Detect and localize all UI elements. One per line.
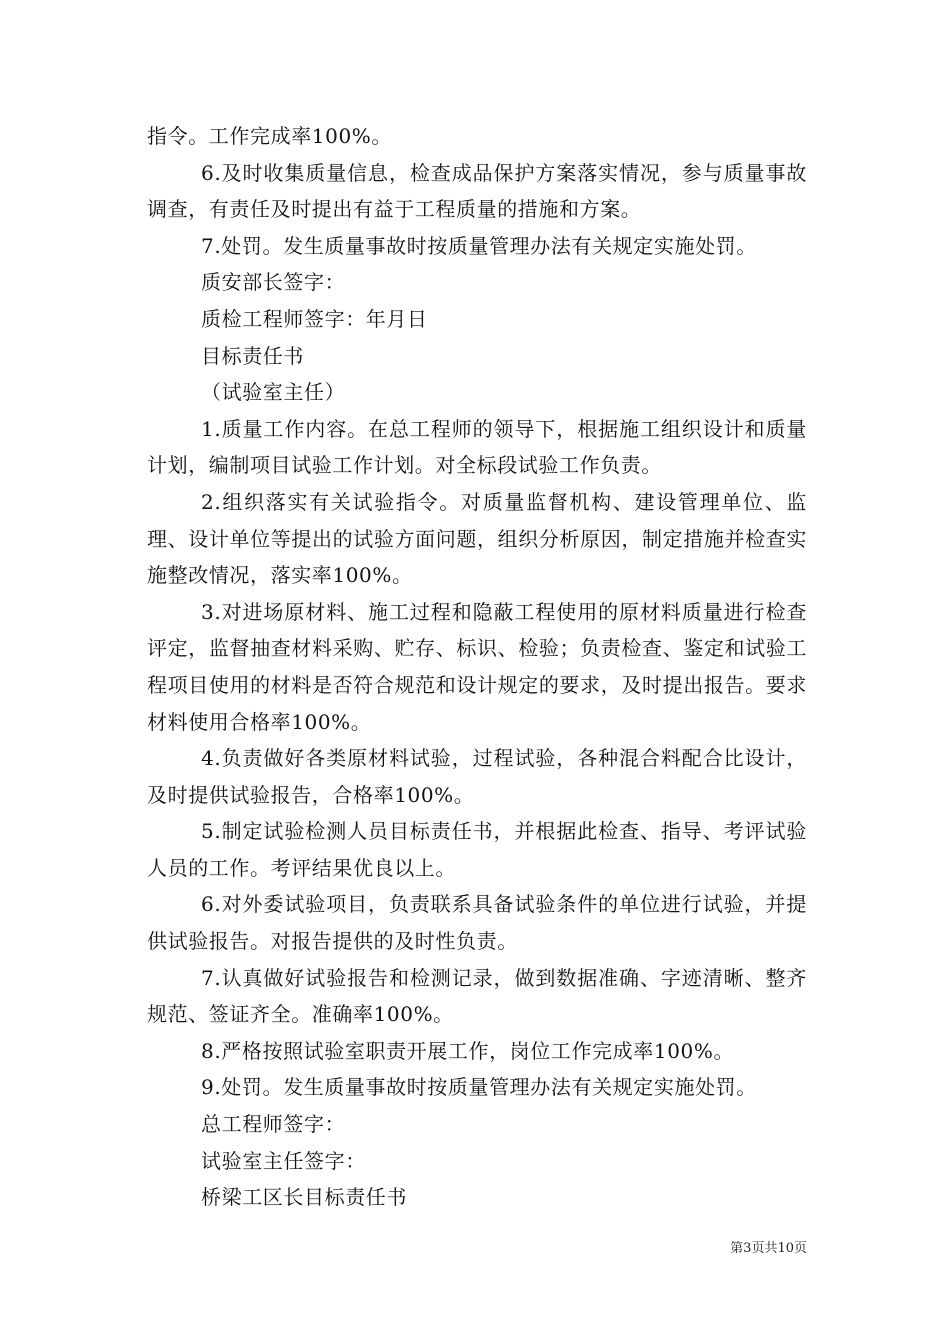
page-footer (0, 1241, 807, 1257)
section-subheading-lab-director: （试验室主任） (201, 380, 346, 405)
paragraph-item-8: 8.严格按照试验室职责开展工作，岗位工作完成率100%。 (201, 1038, 735, 1063)
signature-line-quality-engineer: 质检工程师签字：年月日 (201, 306, 428, 331)
signature-line-chief-engineer: 总工程师签字： (201, 1112, 346, 1137)
paragraph-item-2: 2.组织落实有关试验指令。对质量监督机构、建设管理单位、监理、设计单位等提出的试验方面问题，组织分析原因，制定措施并检查实施整改情况，落实率100%。 (147, 489, 807, 588)
section-heading-responsibility: 目标责任书 (201, 343, 304, 368)
paragraph-continuation: 指令。工作完成率100%。 (147, 124, 392, 148)
signature-line-lab-director: 试验室主任签字： (201, 1148, 366, 1173)
paragraph-item-5: 5.制定试验检测人员目标责任书，并根据此检查、指导、考评试验人员的工作。考评结果优良以上。 (147, 819, 807, 880)
signature-line-quality-safety-head: 质安部长签字： (201, 270, 346, 295)
paragraph-item-3: 3.对进场原材料、施工过程和隐蔽工程使用的原材料质量进行检查评定，监督抽查材料采购、贮存、标识、检验；负责检查、鉴定和试验工程项目使用的材料是否符合规范和设计规定的要求，及时提出报告。要求材料使用合格率100%。 (147, 599, 807, 734)
paragraph-item-7-penalty: 7.处罚。发生质量事故时按质量管理办法有关规定实施处罚。 (201, 233, 757, 258)
paragraph-item-4: 4.负责做好各类原材料试验，过程试验，各种混合料配合比设计，及时提供试验报告，合格率100%。 (147, 746, 807, 807)
document-body (147, 118, 807, 1216)
paragraph-item-6-quality-info: 6.及时收集质量信息，检查成品保护方案落实情况，参与质量事故调查，有责任及时提出有益于工程质量的措施和方案。 (147, 160, 807, 222)
paragraph-item-1: 1.质量工作内容。在总工程师的领导下，根据施工组织设计和质量计划，编制项目试验工作计划。对全标段试验工作负责。 (147, 416, 807, 478)
paragraph-item-9: 9.处罚。发生质量事故时按质量管理办法有关规定实施处罚。 (201, 1075, 757, 1100)
page-number: 第3页共10页 (730, 1241, 807, 1256)
section-heading-bridge-area: 桥梁工区长目标责任书 (201, 1185, 407, 1210)
paragraph-item-7: 7.认真做好试验报告和检测记录，做到数据准确、字迹清晰、整齐规范、签证齐全。准确率100%。 (147, 965, 807, 1027)
paragraph-item-6: 6.对外委试验项目，负责联系具备试验条件的单位进行试验，并提供试验报告。对报告提供的及时性负责。 (147, 892, 807, 954)
